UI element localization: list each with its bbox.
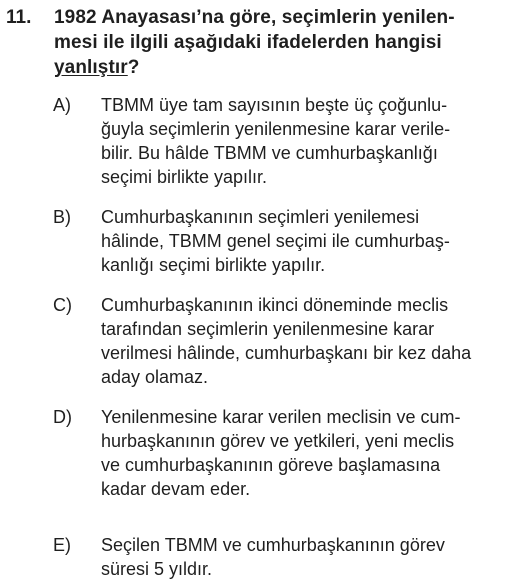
option-line: tarafından seçimlerin yenilenmesine karar [101, 319, 435, 339]
question-number: 11. [6, 7, 32, 28]
option-text [101, 293, 515, 389]
option-line: aday olamaz. [101, 367, 209, 387]
question-stem [54, 5, 514, 80]
question-stem-line: 1982 Anayasası’na göre, seçimlerin yenilen- [54, 7, 455, 28]
option-text [101, 533, 515, 581]
option-line: verilmesi hâlinde, cumhurbaşkanı bir kez daha [101, 343, 472, 363]
option-line: Yenilenmesine karar verilen meclisin ve cum- [101, 407, 461, 427]
option-line: bilir. Bu hâlde TBMM ve cumhurbaşkanlığı [101, 143, 438, 163]
question-stem-line [54, 55, 514, 80]
option-line: Seçilen TBMM ve cumhurbaşkanının görev [101, 535, 445, 555]
option-line: kadar devam eder. [101, 479, 251, 499]
option-text [101, 405, 515, 501]
option-letter: B) [53, 207, 71, 227]
option-letter: E) [53, 535, 71, 555]
option-letter: D) [53, 407, 72, 427]
option-line: ve cumhurbaşkanının göreve başlamasına [101, 455, 441, 475]
option-line: TBMM üye tam sayısının beşte üç çoğunlu- [101, 95, 448, 115]
option-text [101, 205, 515, 277]
option-line: Cumhurbaşkanının seçimleri yenilemesi [101, 207, 420, 227]
option-letter: C) [53, 295, 72, 315]
option-line: süresi 5 yıldır. [101, 559, 213, 579]
question-stem-line: mesi ile ilgili aşağıdaki ifadelerden hangisi [54, 32, 442, 53]
question-stem-emphasis: yanlıştır [54, 57, 128, 78]
option-line: hâlinde, TBMM genel seçimi ile cumhurbaş- [101, 231, 450, 251]
option-line: kanlığı seçimi birlikte yapılır. [101, 255, 326, 275]
option-line: ğuyla seçimlerin yenilenmesine karar verile- [101, 119, 451, 139]
question-stem-end: ? [127, 57, 140, 78]
option-line: seçimi birlikte yapılır. [101, 167, 268, 187]
option-line: Cumhurbaşkanının ikinci döneminde meclis [101, 295, 449, 315]
option-line: hurbaşkanının görev ve yetkileri, yeni meclis [101, 431, 455, 451]
option-letter: A) [53, 95, 71, 115]
option-text [101, 93, 515, 189]
